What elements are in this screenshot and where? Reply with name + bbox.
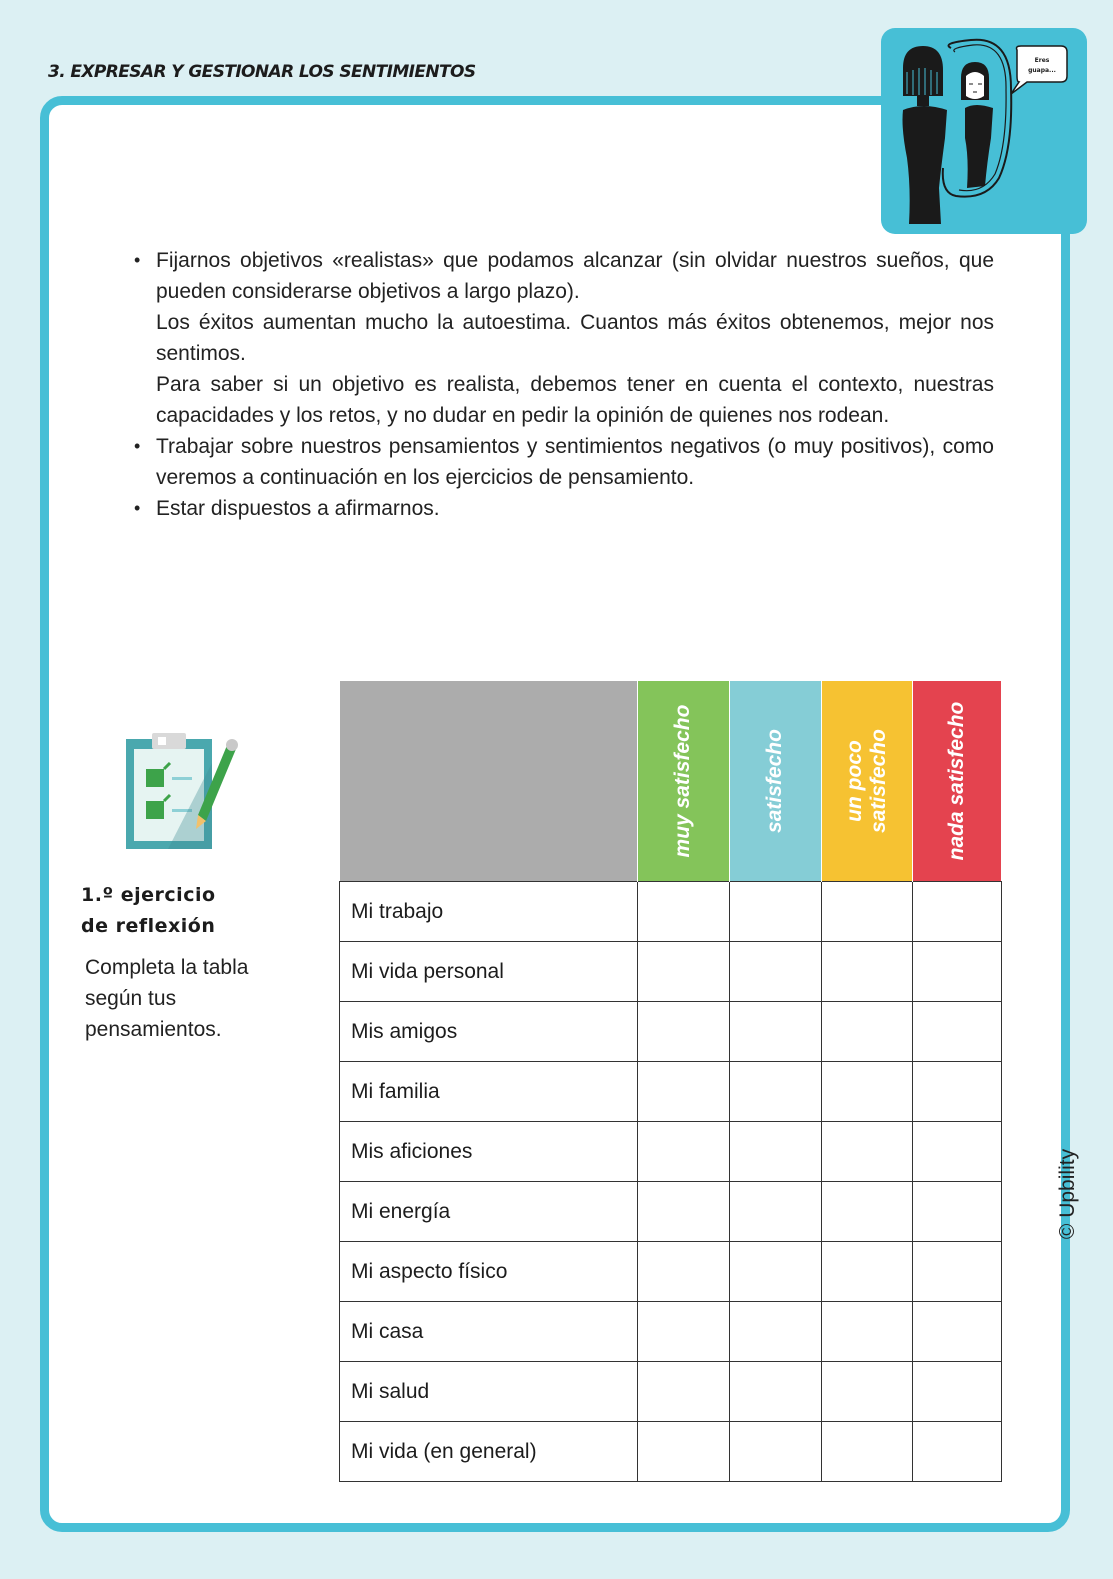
column-header-label: un poco satisfecho <box>842 729 890 833</box>
answer-cell[interactable] <box>912 942 1001 1002</box>
column-header <box>821 681 912 882</box>
answer-cell[interactable] <box>821 1302 912 1362</box>
section-title: 3. EXPRESAR Y GESTIONAR LOS SENTIMIENTOS <box>48 62 476 82</box>
advice-list <box>134 245 994 524</box>
advice-paragraph: • Estar dispuestos a afirmarnos. <box>156 497 440 520</box>
satisfaction-table <box>339 681 1002 1482</box>
exercise-title: 1.º ejercicio de reflexión <box>81 884 216 937</box>
svg-text:guapa...: guapa... <box>1028 67 1056 74</box>
answer-cell[interactable] <box>637 1302 729 1362</box>
answer-cell[interactable] <box>729 1122 821 1182</box>
mirror-illustration <box>881 28 1087 234</box>
row-label: Mis amigos <box>340 1002 638 1062</box>
table-row <box>340 1362 1002 1422</box>
answer-cell[interactable] <box>637 1182 729 1242</box>
answer-cell[interactable] <box>637 1062 729 1122</box>
advice-item <box>134 431 994 493</box>
advice-paragraph: Los éxitos aumentan mucho la autoestima. Cuantos más éxitos obtenemos, mejor nos sentimos. <box>156 311 994 365</box>
answer-cell[interactable] <box>912 882 1001 942</box>
row-label: Mi casa <box>340 1302 638 1362</box>
answer-cell[interactable] <box>637 882 729 942</box>
answer-cell[interactable] <box>729 1002 821 1062</box>
column-header <box>912 681 1001 882</box>
column-header-label: nada satisfecho <box>944 701 968 861</box>
table-row <box>340 1062 1002 1122</box>
answer-cell[interactable] <box>729 1362 821 1422</box>
answer-cell[interactable] <box>821 942 912 1002</box>
answer-cell[interactable] <box>729 1062 821 1122</box>
row-label: Mis aficiones <box>340 1122 638 1182</box>
exercise-instructions: Completa la tabla según tus pensamientos. <box>85 956 249 1041</box>
row-label: Mi vida personal <box>340 942 638 1002</box>
answer-cell[interactable] <box>912 1422 1001 1482</box>
answer-cell[interactable] <box>729 942 821 1002</box>
column-header <box>637 681 729 882</box>
answer-cell[interactable] <box>821 1002 912 1062</box>
mirror-illustration-icon <box>881 28 1087 234</box>
answer-cell[interactable] <box>637 1122 729 1182</box>
answer-cell[interactable] <box>912 1242 1001 1302</box>
column-header-label: muy satisfecho <box>671 704 694 858</box>
answer-cell[interactable] <box>821 1422 912 1482</box>
answer-cell[interactable] <box>637 1242 729 1302</box>
column-header-label: satisfecho <box>763 729 786 833</box>
column-header <box>729 681 821 882</box>
answer-cell[interactable] <box>912 1362 1001 1422</box>
table-header-row <box>340 681 1002 882</box>
answer-cell[interactable] <box>821 882 912 942</box>
table-row <box>340 1002 1002 1062</box>
answer-cell[interactable] <box>912 1062 1001 1122</box>
answer-cell[interactable] <box>912 1122 1001 1182</box>
answer-cell[interactable] <box>821 1122 912 1182</box>
answer-cell[interactable] <box>821 1182 912 1242</box>
answer-cell[interactable] <box>912 1002 1001 1062</box>
advice-paragraph: • Trabajar sobre nuestros pensamientos y sentimientos negativos (o muy positivos), como veremos a continuación en los ejercicios de pensamiento. <box>156 435 994 489</box>
answer-cell[interactable] <box>637 1362 729 1422</box>
answer-cell[interactable] <box>637 1422 729 1482</box>
table-row <box>340 1242 1002 1302</box>
answer-cell[interactable] <box>729 1302 821 1362</box>
answer-cell[interactable] <box>729 1242 821 1302</box>
answer-cell[interactable] <box>729 882 821 942</box>
copyright-notice: © Upbility <box>1056 1148 1079 1240</box>
answer-cell[interactable] <box>821 1242 912 1302</box>
row-label: Mi salud <box>340 1362 638 1422</box>
table-row <box>340 1422 1002 1482</box>
table-header-blank <box>340 681 638 882</box>
advice-paragraph: • Fijarnos objetivos «realistas» que podamos alcanzar (sin olvidar nuestros sueños, que pueden considerarse objetivos a largo plazo). <box>156 249 994 303</box>
table-row <box>340 1302 1002 1362</box>
table-row <box>340 1122 1002 1182</box>
row-label: Mi energía <box>340 1182 638 1242</box>
table-body <box>340 882 1002 1482</box>
row-label: Mi vida (en general) <box>340 1422 638 1482</box>
answer-cell[interactable] <box>729 1422 821 1482</box>
advice-item <box>134 493 994 524</box>
row-label: Mi aspecto físico <box>340 1242 638 1302</box>
row-label: Mi familia <box>340 1062 638 1122</box>
advice-paragraph: Para saber si un objetivo es realista, debemos tener en cuenta el contexto, nuestras capacidades y los retos, y no dudar en pedir la opinión de quienes nos rodean. <box>156 373 994 427</box>
table-row <box>340 942 1002 1002</box>
row-label: Mi trabajo <box>340 882 638 942</box>
answer-cell[interactable] <box>821 1362 912 1422</box>
answer-cell[interactable] <box>821 1062 912 1122</box>
answer-cell[interactable] <box>637 942 729 1002</box>
table-row <box>340 882 1002 942</box>
answer-cell[interactable] <box>729 1182 821 1242</box>
answer-cell[interactable] <box>637 1002 729 1062</box>
clipboard-icon <box>124 733 242 853</box>
advice-item <box>134 245 994 431</box>
answer-cell[interactable] <box>912 1182 1001 1242</box>
svg-text:Eres: Eres <box>1034 57 1050 64</box>
answer-cell[interactable] <box>912 1302 1001 1362</box>
table-row <box>340 1182 1002 1242</box>
